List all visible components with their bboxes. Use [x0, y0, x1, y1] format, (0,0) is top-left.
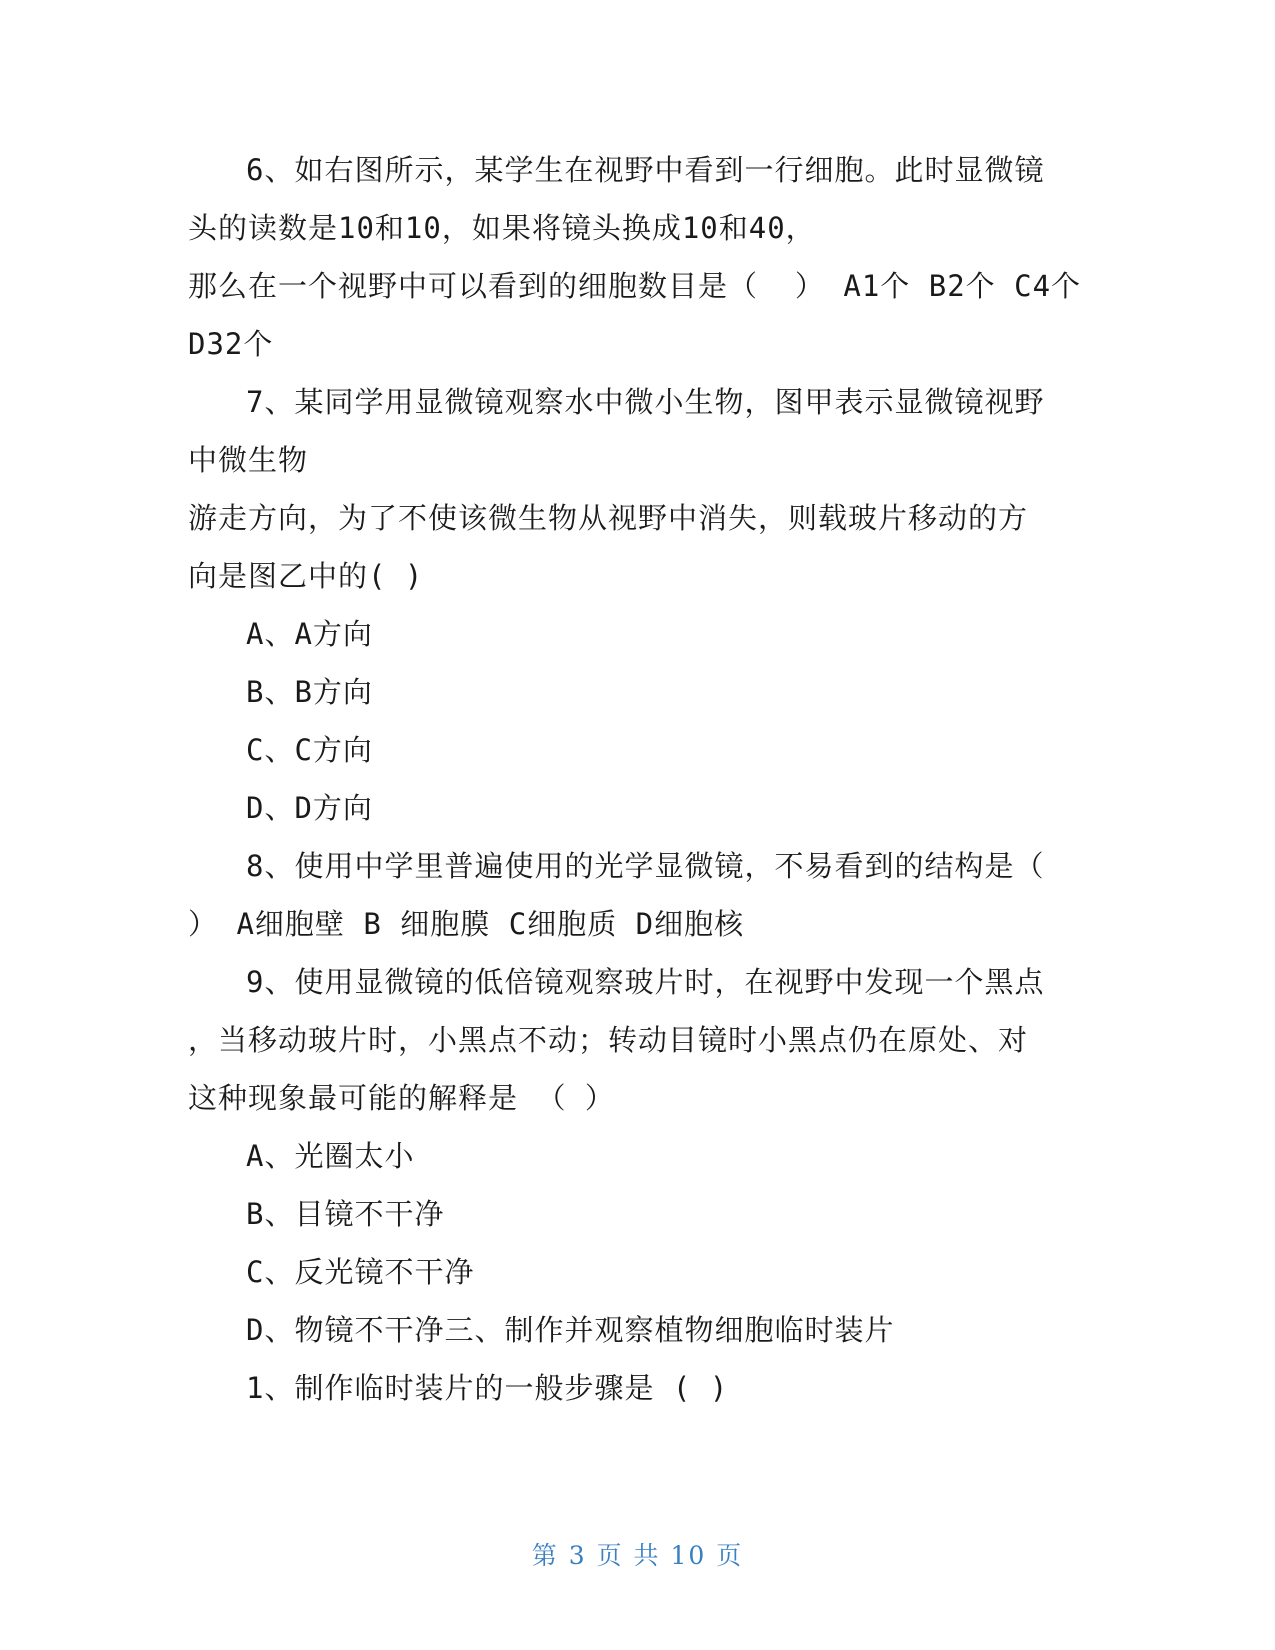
- question-9-option-b: B、目镜不干净: [246, 1197, 445, 1231]
- question-7-option-b: B、B方向: [246, 675, 373, 709]
- question-9-option-d: D、物镜不干净三、制作并观察植物细胞临时装片: [246, 1313, 895, 1347]
- question-7-line-1: 7、某同学用显微镜观察水中微小生物，图甲表示显微镜视野: [246, 385, 1045, 419]
- question-7-line-3: 游走方向，为了不使该微生物从视野中消失，则载玻片移动的方: [188, 501, 1029, 535]
- question-8-line-2: ） A细胞壁 B 细胞膜 C细胞质 D细胞核: [188, 907, 745, 941]
- question-9-option-c: C、反光镜不干净: [246, 1255, 475, 1289]
- question-6-line-1: 6、如右图所示，某学生在视野中看到一行细胞。此时显微镜: [246, 153, 1045, 187]
- question-7-option-d: D、D方向: [246, 791, 373, 825]
- question-7-line-4: 向是图乙中的( ): [188, 559, 424, 593]
- question-7-option-a: A、A方向: [246, 617, 373, 651]
- question-9-line-3: 这种现象最可能的解释是 （ ）: [188, 1081, 615, 1115]
- section-3-question-1: 1、制作临时装片的一般步骤是 ( ): [246, 1371, 729, 1405]
- question-7-line-2: 中微生物: [188, 443, 309, 477]
- page-footer: 第 3 页 共 10 页: [531, 1541, 744, 1570]
- question-8-line-1: 8、使用中学里普遍使用的光学显微镜，不易看到的结构是（: [246, 849, 1045, 883]
- question-9-line-1: 9、使用显微镜的低倍镜观察玻片时，在视野中发现一个黑点: [246, 965, 1045, 999]
- question-6-line-4: D32个: [188, 327, 274, 361]
- question-9-option-a: A、光圈太小: [246, 1139, 415, 1173]
- question-7-option-c: C、C方向: [246, 733, 373, 767]
- question-9-line-2: ，当移动玻片时，小黑点不动；转动目镜时小黑点仍在原处、对: [188, 1023, 1029, 1057]
- question-6-line-3: 那么在一个视野中可以看到的细胞数目是（ ） A1个 B2个 C4个: [188, 269, 1082, 303]
- question-6-line-2: 头的读数是10和10，如果将镜头换成10和40，: [188, 211, 816, 245]
